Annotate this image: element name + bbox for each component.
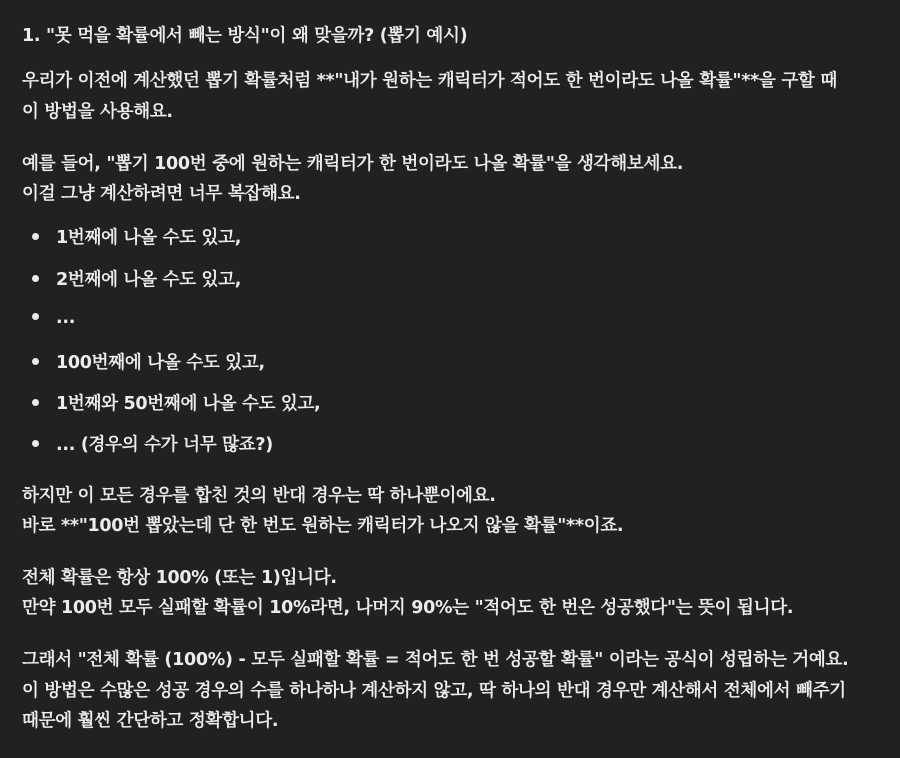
- list-item-text: ... (경우의 수가 너무 많죠?): [56, 435, 273, 455]
- bullet-icon: [32, 233, 39, 240]
- list-item: [22, 266, 241, 291]
- total-line-1: 전체 확률은 항상 100% (또는 1)입니다.: [22, 568, 337, 588]
- formula-line-3: 때문에 훨씬 간단하고 정확합니다.: [22, 711, 279, 731]
- formula-line-2: 이 방법은 수많은 성공 경우의 수를 하나하나 계산하지 않고, 딱 하나의 반대 경우만 계산해서 전체에서 빼주기: [22, 681, 846, 701]
- list-item-text: 1번째와 50번째에 나올 수도 있고,: [56, 394, 321, 414]
- bullet-icon: [32, 275, 39, 282]
- list-item-text: 2번째에 나올 수도 있고,: [56, 270, 242, 290]
- bullet-icon: [32, 440, 39, 447]
- opposite-line-1: 하지만 이 모든 경우를 합친 것의 반대 경우는 딱 하나뿐이에요.: [22, 486, 496, 506]
- bullet-icon: [32, 313, 39, 320]
- list-item: [22, 431, 273, 456]
- bullet-icon: [32, 399, 39, 406]
- example-line-2: 이걸 그냥 계산하려면 너무 복잡해요.: [22, 184, 301, 204]
- list-item: [22, 308, 75, 328]
- list-item-text: ...: [56, 308, 76, 328]
- list-item: [22, 224, 241, 249]
- total-line-2: 만약 100번 모두 실패할 확률이 10%라면, 나머지 90%는 "적어도 한 번은 성공했다"는 뜻이 됩니다.: [22, 598, 794, 618]
- intro-line-1: 우리가 이전에 계산했던 뽑기 확률처럼 **"내가 원하는 캐릭터가 적어도 한 번이라도 나올 확률"**을 구할 때: [22, 71, 837, 91]
- example-line-1: 예를 들어, "뽑기 100번 중에 원하는 캐릭터가 한 번이라도 나올 확률"을 생각해보세요.: [22, 154, 684, 174]
- list-item-text: 100번째에 나올 수도 있고,: [56, 353, 265, 373]
- section-heading: 1. "못 먹을 확률에서 빼는 방식"이 왜 맞을까? (뽑기 예시): [22, 26, 468, 46]
- bullet-icon: [32, 358, 39, 365]
- list-item-text: 1번째에 나올 수도 있고,: [56, 228, 242, 248]
- opposite-line-2: 바로 **"100번 뽑았는데 단 한 번도 원하는 캐릭터가 나오지 않을 확률"**이죠.: [22, 516, 624, 536]
- list-item: [22, 349, 265, 374]
- formula-line-1: 그래서 "전체 확률 (100%) - 모두 실패할 확률 = 적어도 한 번 성공할 확률" 이라는 공식이 성립하는 거예요.: [22, 650, 849, 670]
- intro-line-2: 이 방법을 사용해요.: [22, 102, 173, 122]
- list-item: [22, 390, 320, 415]
